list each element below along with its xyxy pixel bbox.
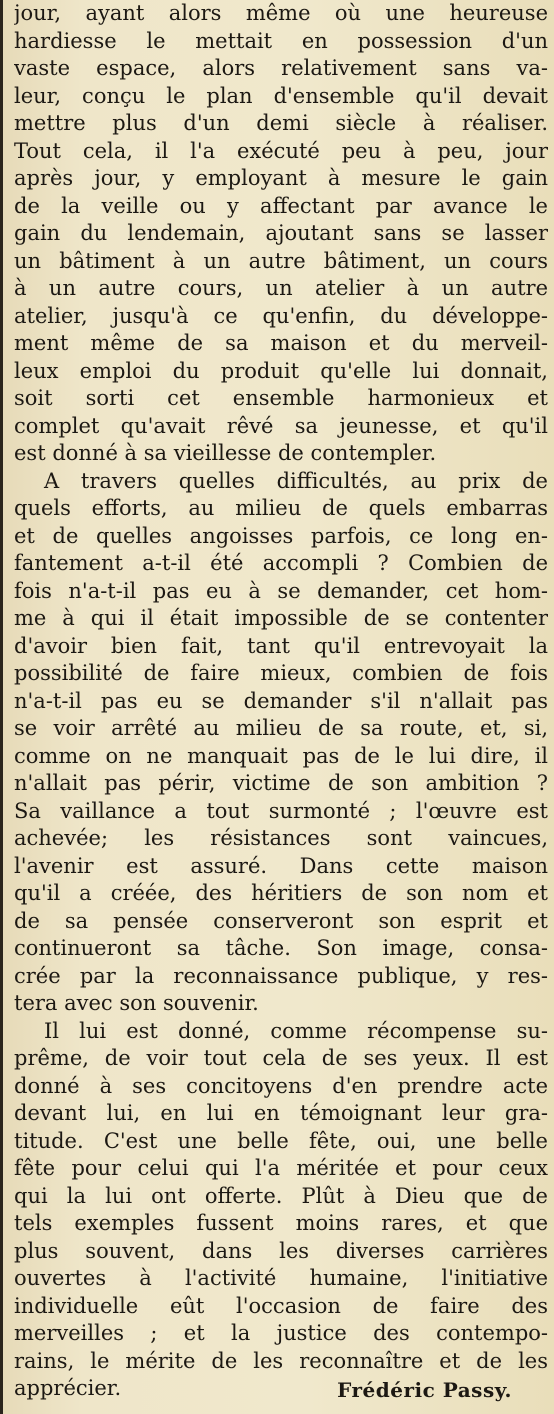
text-line: fête pour celui qui l'a méritée et pour ceux — [14, 1156, 548, 1180]
text-line: quels efforts, au milieu de quels embarras — [14, 496, 548, 520]
text-line: rains, le mérite de les reconnaître et de les — [14, 1348, 548, 1373]
text-line: crée par la reconnaissance publique, y res- — [14, 963, 548, 988]
text-line: possibilité de faire mieux, combien de fois — [14, 661, 548, 685]
text-line: Il lui est donné, comme récompense su- — [44, 1018, 548, 1043]
text-line: Tout cela, il l'a exécuté peu à peu, jour — [14, 138, 548, 163]
text-line: Sa vaillance a tout surmonté ; l'œuvre est — [14, 798, 548, 823]
text-line: apprécier. — [14, 1376, 122, 1400]
text-line: soit sorti cet ensemble harmonieux et — [14, 386, 548, 410]
paragraph-2 — [14, 468, 548, 1018]
text-line: d'avoir bien fait, tant qu'il entrevoyait la — [14, 633, 548, 658]
text-line: et de quelles angoisses parfois, ce long en- — [14, 523, 548, 548]
text-line: ment même de sa maison et du merveil- — [14, 331, 548, 355]
column-rule — [0, 0, 3, 1414]
text-line: fantement a-t-il été accompli ? Combien de — [14, 551, 548, 575]
text-line: un bâtiment à un autre bâtiment, un cours — [14, 248, 548, 273]
text-line: merveilles ; et la justice des contempo- — [14, 1321, 548, 1345]
text-line: vaste espace, alors relativement sans va- — [14, 56, 548, 80]
text-line: donné à ses concitoyens d'en prendre acte — [14, 1073, 548, 1098]
text-line: plus souvent, dans les diverses carrières — [14, 1238, 548, 1263]
text-line: titude. C'est une belle fête, oui, une belle — [14, 1128, 548, 1153]
text-line: prême, de voir tout cela de ses yeux. Il est — [14, 1046, 548, 1070]
text-line: leur, conçu le plan d'ensemble qu'il devait — [14, 83, 548, 108]
text-line: A travers quelles difficultés, au prix de — [44, 468, 548, 493]
text-line: après jour, y employant à mesure le gain — [14, 166, 548, 190]
text-line: tera avec son souvenir. — [14, 991, 259, 1015]
text-line: fois n'a-t-il pas eu à se demander, cet hom- — [14, 578, 548, 603]
text-line: n'allait pas périr, victime de son ambition ? — [14, 771, 548, 795]
text-line: n'a-t-il pas eu se demander s'il n'allait pas — [14, 688, 548, 713]
text-line: comme on ne manquait pas de le lui dire, il — [14, 743, 548, 768]
text-line: qui la lui ont offerte. Plût à Dieu que de — [14, 1183, 548, 1208]
text-line: à un autre cours, un atelier à un autre — [14, 276, 548, 300]
text-line: tels exemples fussent moins rares, et que — [14, 1211, 548, 1235]
author-signature: Frédéric Passy. — [337, 1378, 512, 1402]
article-text — [14, 0, 548, 1403]
text-line: l'avenir est assuré. Dans cette maison — [14, 853, 548, 878]
text-line: ouvertes à l'activité humaine, l'initiative — [14, 1266, 548, 1290]
paragraph-3 — [14, 1018, 548, 1403]
text-line: continueront sa tâche. Son image, consa- — [14, 936, 548, 960]
text-line: individuelle eût l'occasion de faire des — [14, 1293, 548, 1318]
paragraph-1 — [14, 0, 548, 468]
text-line: de sa pensée conserveront son esprit et — [14, 908, 548, 933]
text-line: de la veille ou y affectant par avance le — [14, 193, 548, 218]
text-line: atelier, jusqu'à ce qu'enfin, du développe- — [14, 303, 548, 328]
text-line: qu'il a créée, des héritiers de son nom et — [14, 881, 548, 905]
text-line: me à qui il était impossible de se contenter — [14, 606, 548, 630]
text-line: leux emploi du produit qu'elle lui donnait, — [14, 358, 548, 383]
text-line: complet qu'avait rêvé sa jeunesse, et qu'il — [14, 413, 548, 438]
text-line: gain du lendemain, ajoutant sans se lasser — [14, 221, 548, 245]
text-line: mettre plus d'un demi siècle à réaliser. — [14, 111, 548, 135]
text-line: se voir arrêté au milieu de sa route, et, si, — [14, 716, 548, 740]
text-line: jour, ayant alors même où une heureuse — [14, 1, 548, 25]
text-line: achevée; les résistances sont vaincues, — [14, 826, 548, 850]
text-line: devant lui, en lui en témoignant leur gra- — [14, 1101, 548, 1125]
text-line: hardiesse le mettait en possession d'un — [14, 28, 548, 53]
text-line: est donné à sa vieillesse de contempler. — [14, 441, 437, 465]
